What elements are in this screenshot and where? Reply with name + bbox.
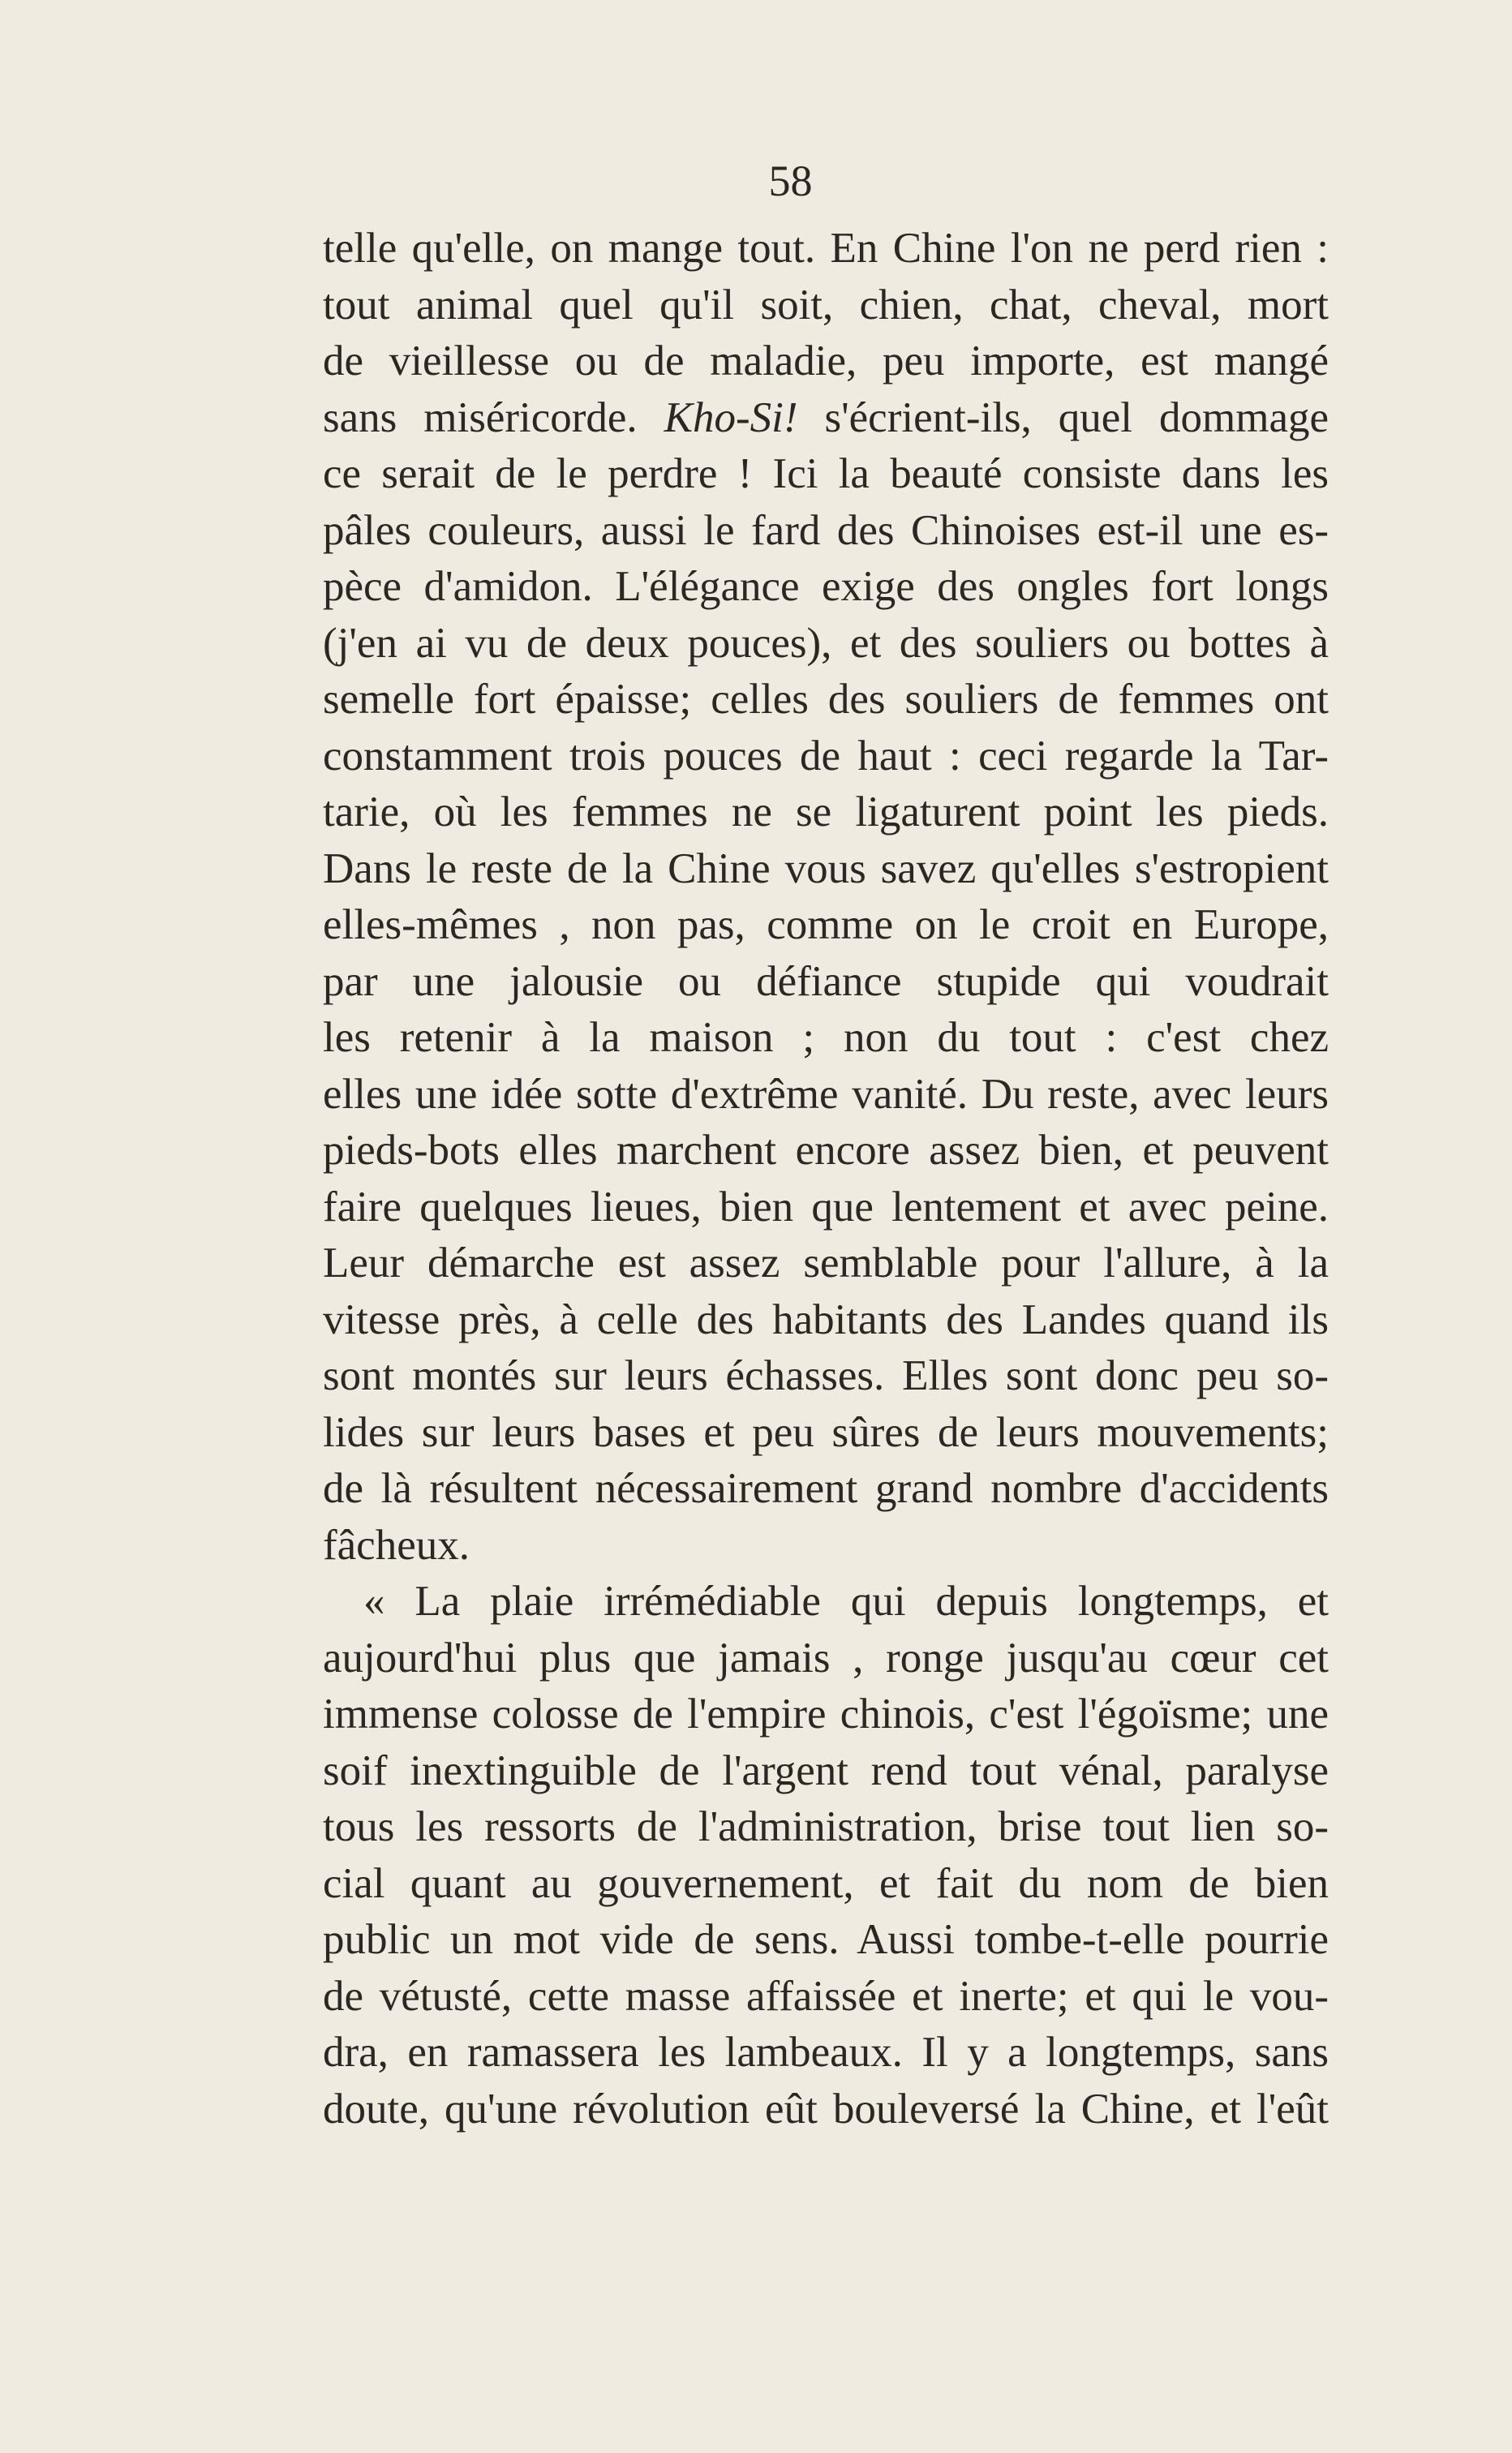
text-line: cial quant au gouvernement, et fait du nom de bien (323, 1859, 1329, 1907)
text-line: pieds-bots elles marchent encore assez bien, et peuvent (323, 1127, 1329, 1174)
text-line: aujourd'hui plus que jamais , ronge jusqu'au cœur cet (323, 1634, 1329, 1682)
text-segment: s'écrient-ils, quel dommage (824, 393, 1329, 441)
text-line: Leur démarche est assez semblable pour l'allure, à la (323, 1239, 1329, 1287)
text-line: soif inextinguible de l'argent rend tout vénal, paralyse (323, 1746, 1329, 1794)
italic-exclamation: Kho-Si! (664, 393, 798, 441)
text-line: semelle fort épaisse; celles des souliers de femmes ont (323, 676, 1329, 723)
text-line: pèce d'amidon. L'élégance exige des ongles fort longs (323, 563, 1329, 610)
text-line: elles une idée sotte d'extrême vanité. Du reste, avec leurs (323, 1070, 1329, 1118)
text-line: vitesse près, à celle des habitants des Landes quand ils (323, 1295, 1329, 1343)
text-line: fâcheux. (323, 1521, 470, 1569)
text-line: doute, qu'une révolution eût bouleversé la Chine, et l'eût (323, 2085, 1329, 2133)
text-line: faire quelques lieues, bien que lentement et avec peine. (323, 1183, 1329, 1231)
text-line: les retenir à la maison ; non du tout : c'est chez (323, 1014, 1329, 1061)
text-line: dra, en ramassera les lambeaux. Il y a longtemps, sans (323, 2029, 1329, 2076)
text-line: constamment trois pouces de haut : ceci regarde la Tar- (323, 732, 1329, 780)
text-segment: sans miséricorde. (323, 393, 638, 441)
text-line: de vieillesse ou de maladie, peu importe, est mangé (323, 337, 1329, 384)
text-line: tout animal quel qu'il soit, chien, chat, cheval, mort (323, 281, 1329, 329)
text-line: lides sur leurs bases et peu sûres de leurs mouvements; (323, 1408, 1329, 1456)
text-line: tous les ressorts de l'administration, brise tout lien so- (323, 1803, 1329, 1850)
page-number: 58 (768, 157, 813, 205)
text-line: sont montés sur leurs échasses. Elles sont donc peu so- (323, 1352, 1329, 1399)
text-line: (j'en ai vu de deux pouces), et des souliers ou bottes à (323, 619, 1329, 667)
text-line: pâles couleurs, aussi le fard des Chinoises est-il une es- (323, 506, 1329, 554)
text-line: tarie, où les femmes ne se ligaturent point les pieds. (323, 788, 1329, 836)
text-line: Dans le reste de la Chine vous savez qu'elles s'estropient (323, 844, 1329, 892)
text-line: ce serait de le perdre ! Ici la beauté consiste dans les (323, 450, 1329, 497)
text-line: immense colosse de l'empire chinois, c'est l'égoïsme; une (323, 1690, 1329, 1738)
text-line: telle qu'elle, on mange tout. En Chine l'on ne perd rien : (323, 225, 1329, 272)
text-line: public un mot vide de sens. Aussi tombe-t-elle pourrie (323, 1916, 1329, 1963)
text-line: de là résultent nécessairement grand nombre d'accidents (323, 1465, 1329, 1512)
text-line: par une jalousie ou défiance stupide qui voudrait (323, 957, 1329, 1005)
text-line-with-italic (323, 390, 1329, 447)
body-text (323, 221, 1329, 2137)
text-line: « La plaie irrémédiable qui depuis longtemps, et (363, 1578, 1329, 1625)
text-line: elles-mêmes , non pas, comme on le croit en Europe, (323, 901, 1329, 948)
text-line: de vétusté, cette masse affaissée et inerte; et qui le vou- (323, 1972, 1329, 2020)
